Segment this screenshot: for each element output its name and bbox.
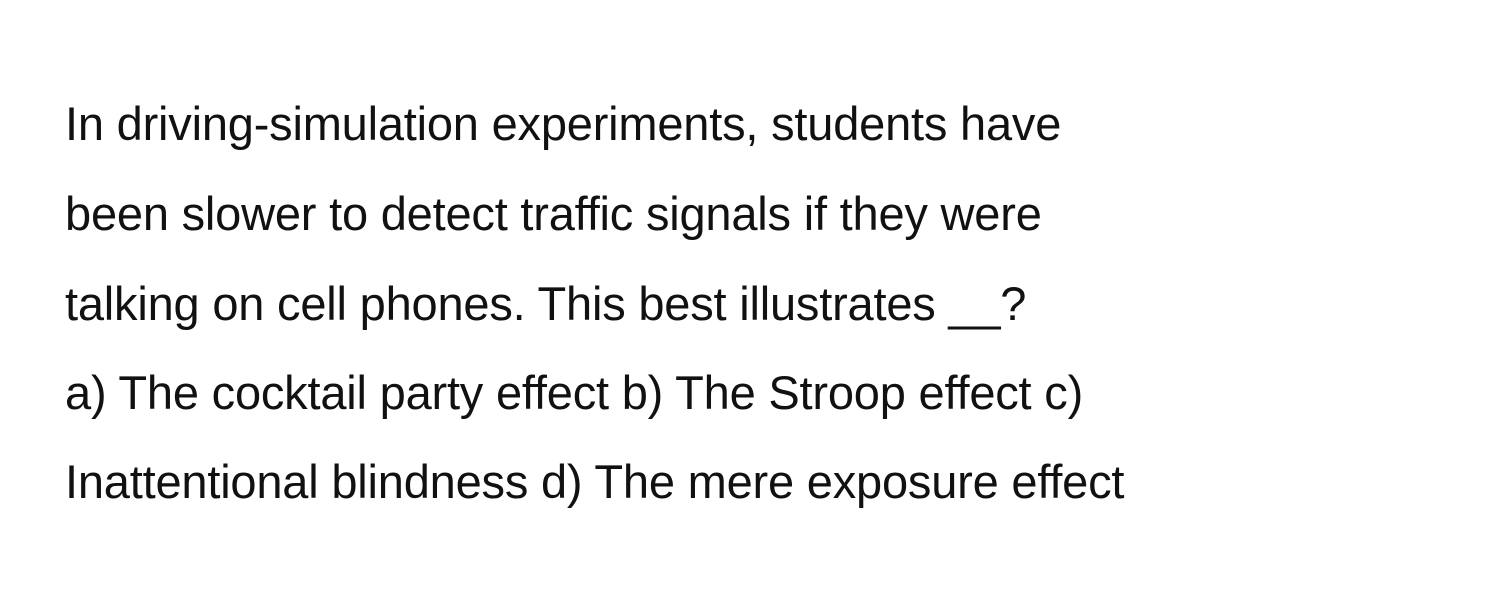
question-text-line-3: talking on cell phones. This best illustrates __? (65, 277, 1027, 330)
question-text-line-2: been slower to detect traffic signals if they were (65, 187, 1042, 240)
answer-options-line-2: Inattentional blindness d) The mere exposure effect (65, 455, 1125, 508)
answer-options-line-1: a) The cocktail party effect b) The Stroop effect c) (65, 366, 1084, 419)
question-text-line-1: In driving-simulation experiments, students have (65, 97, 1062, 150)
